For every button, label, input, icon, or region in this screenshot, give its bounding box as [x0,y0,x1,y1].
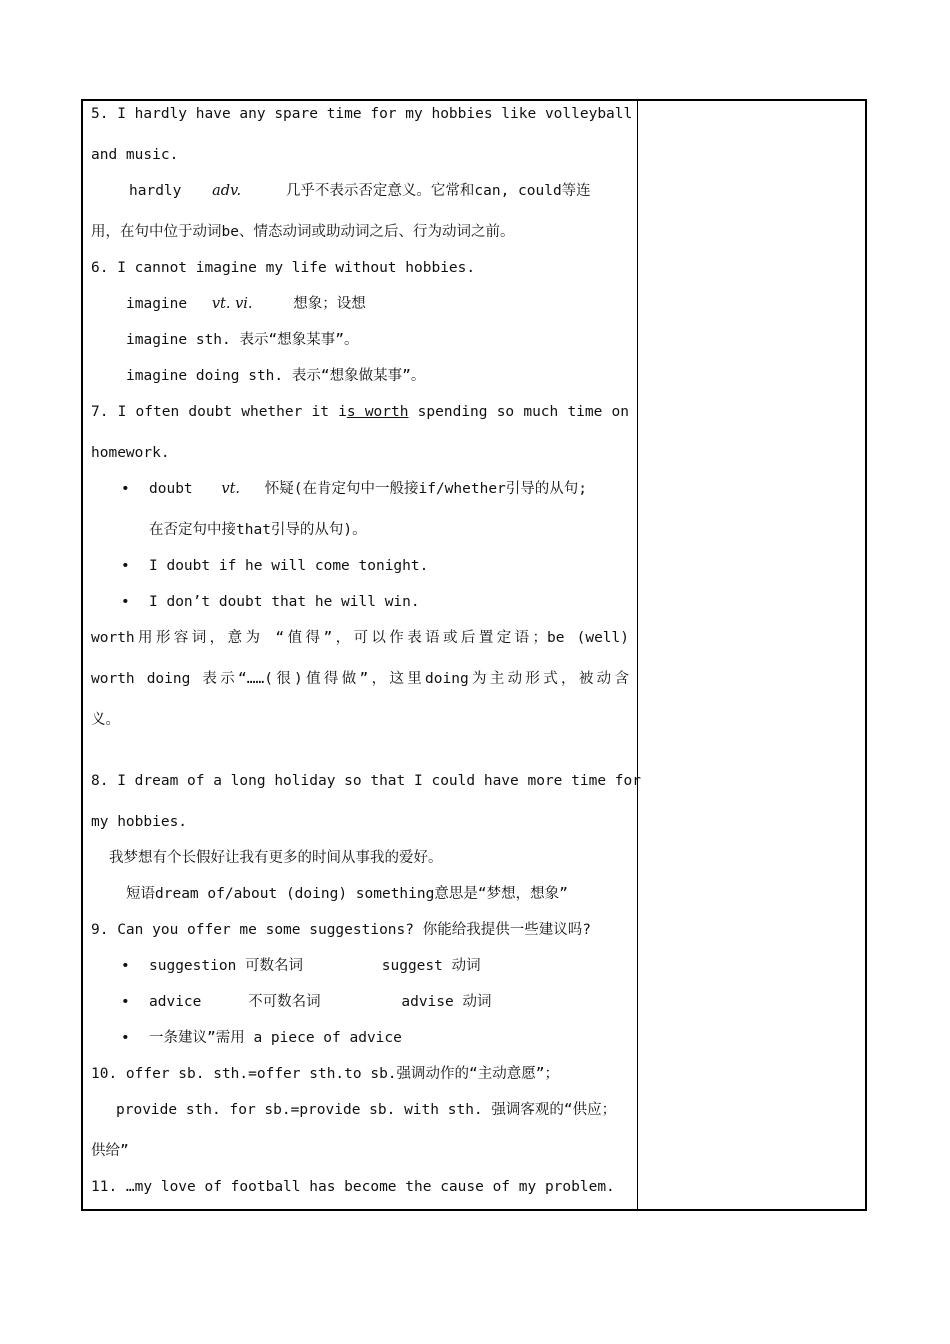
note-pos: vt. [221,481,241,497]
note-part: suggestion 可数名词 [149,958,304,974]
note-text: 想象；设想 [293,296,366,312]
item-9-sentence: 9. Can you offer me some suggestions? 你能给我提供一些建议吗? [91,922,591,938]
sentence-part: spending so much time on [408,404,630,420]
bullet-icon: • [121,994,130,1010]
item-6-note [126,294,366,314]
notes-table [81,99,867,1211]
item-6-sentence: 6. I cannot imagine my life without hobbies. [91,260,476,276]
notes-column [91,101,641,1209]
item-5-sentence: 5. I hardly have any spare time for my hobbies like volleyball [91,106,633,122]
bullet-icon: • [121,1030,130,1046]
note-part: advice [149,994,202,1010]
item-10-provide-cont: 供给” [91,1143,129,1159]
item-11-sentence: 11. …my love of football has become the cause of my problem. [91,1179,615,1195]
note-word: doubt [149,481,193,497]
item-6-usage-2: imagine doing sth. 表示“想象做某事”。 [126,368,426,384]
item-7-sentence [91,402,629,422]
item-7-worth-note-cont: worth doing 表示“……(很)值得做”，这里doing为主动形式，被动含 [91,671,629,687]
item-7-note [149,479,587,499]
item-10-provide: provide sth. for sb.=provide sb. with sth. 强调客观的“供应； [116,1102,617,1118]
note-part: suggest 动词 [381,958,481,974]
item-7-example-1: I doubt if he will come tonight. [149,558,429,574]
note-word: hardly [129,183,182,199]
note-text: 怀疑(在肯定句中一般接if/whether引导的从句; [264,481,588,497]
item-6-usage-1: imagine sth. 表示“想象某事”。 [126,332,359,348]
item-9-note-3: 一条建议”需用 a piece of advice [149,1030,402,1046]
item-7-example-2: I don’t doubt that he will win. [149,594,420,610]
note-pos: vt. vi. [211,296,253,312]
item-8-sentence-cont: my hobbies. [91,814,188,830]
item-7-note-cont: 在否定句中接that引导的从句)。 [149,522,367,538]
item-8-translation: 我梦想有个长假好让我有更多的时间从事我的爱好。 [109,850,443,866]
item-5-note-cont: 用，在句中位于动词be、情态动词或助动词之后、行为动词之前。 [91,224,515,240]
item-9-note-1 [149,956,481,976]
sentence-part: 7. I often doubt whether it i [91,404,347,420]
item-8-sentence: 8. I dream of a long holiday so that I could have more time for [91,773,641,789]
note-pos: adv. [212,183,242,199]
bullet-icon: • [121,958,130,974]
note-text: 几乎不表示否定意义。它常和can, could等连 [285,183,591,199]
note-part: 不可数名词 [248,994,321,1010]
item-7-worth-note-end: 义。 [91,712,120,728]
item-10-offer: 10. offer sb. sth.=offer sth.to sb.强调动作的“主动意愿”； [91,1066,559,1082]
item-7-worth-note: worth用形容词，意为 “值得”，可以作表语或后置定语；be (well) [91,630,629,646]
bullet-icon: • [121,481,130,497]
note-word: imagine [126,296,188,312]
underlined-phrase: s worth [346,404,409,420]
item-7-sentence-cont: homework. [91,445,170,461]
bullet-icon: • [121,594,130,610]
item-5-note [129,181,591,201]
item-8-note: 短语dream of/about (doing) something意思是“梦想，想象” [126,886,568,902]
right-column-empty [638,101,865,1209]
bullet-icon: • [121,558,130,574]
note-part: advise 动词 [401,994,492,1010]
item-5-sentence-cont: and music. [91,147,179,163]
item-9-note-2 [149,992,491,1012]
